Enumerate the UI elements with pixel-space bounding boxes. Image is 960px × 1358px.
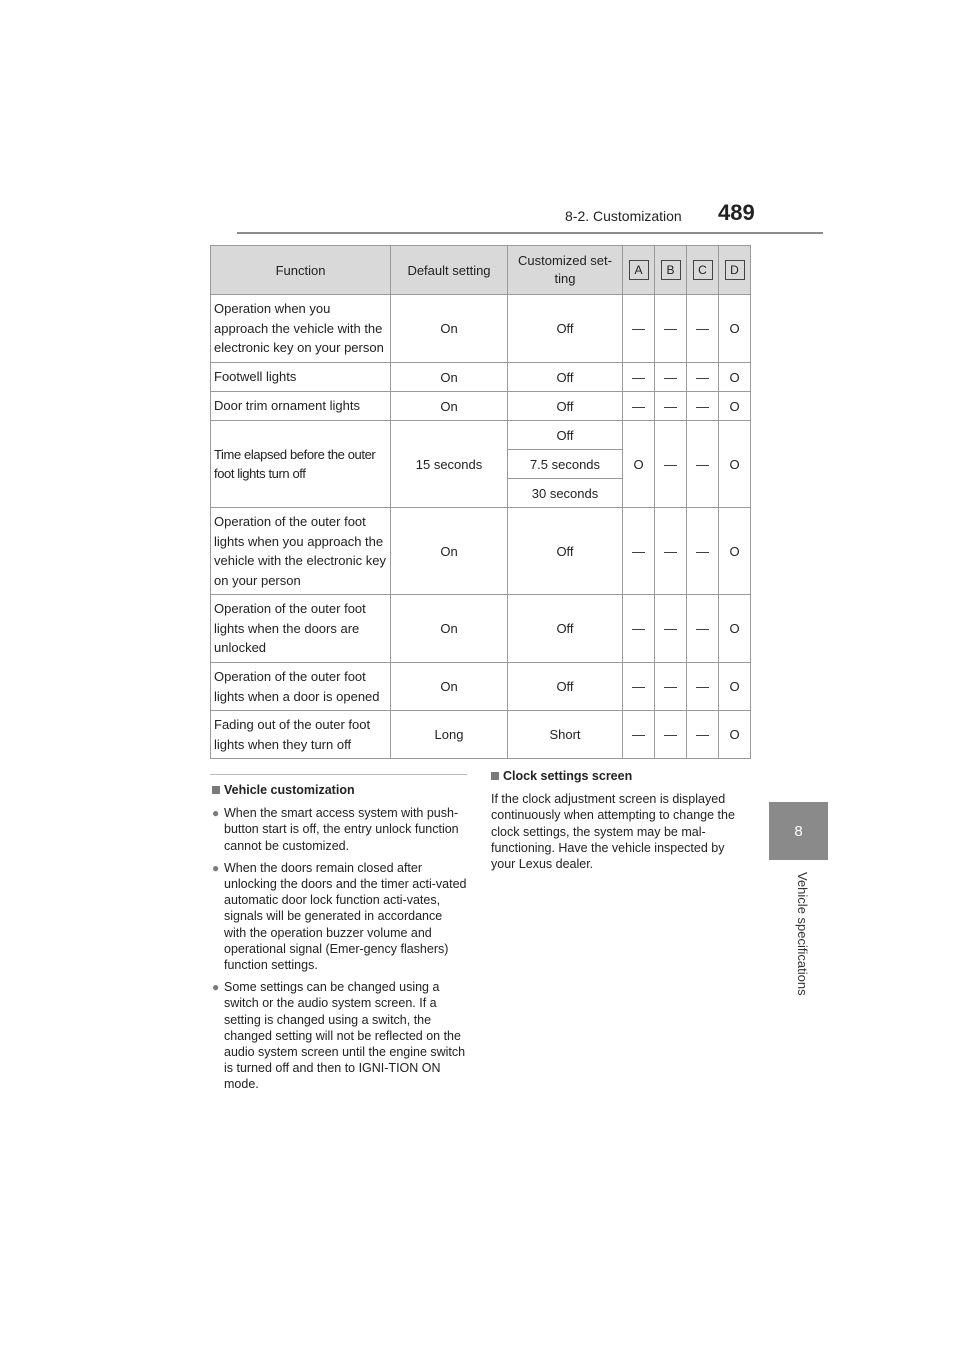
cell-a: — bbox=[623, 663, 655, 711]
note-bullet bbox=[212, 805, 467, 854]
cell-a: — bbox=[623, 392, 655, 421]
cell-c: — bbox=[687, 595, 719, 663]
header-function: Function bbox=[211, 246, 391, 295]
cell-custom: Off bbox=[508, 295, 623, 363]
cell-custom-option: Off bbox=[508, 421, 623, 450]
section-title: 8-2. Customization bbox=[565, 208, 682, 224]
cell-d: O bbox=[719, 663, 751, 711]
chapter-number: 8 bbox=[794, 822, 803, 840]
cell-custom-option: 30 seconds bbox=[508, 479, 623, 508]
table-row bbox=[211, 711, 751, 759]
square-bullet-icon bbox=[212, 786, 220, 794]
square-bullet-icon bbox=[491, 772, 499, 780]
header-a bbox=[623, 246, 655, 295]
cell-function: Operation when you approach the vehicle with the electronic key on your person bbox=[211, 295, 391, 363]
label-c-box: C bbox=[693, 260, 713, 280]
label-a-box: A bbox=[629, 260, 649, 280]
note-text: When the smart access system with push-button start is off, the entry unlock function cannot be customized. bbox=[224, 806, 459, 853]
label-b-box: B bbox=[661, 260, 681, 280]
label-d-box: D bbox=[725, 260, 745, 280]
header-d bbox=[719, 246, 751, 295]
cell-default: On bbox=[391, 663, 508, 711]
cell-default: On bbox=[391, 363, 508, 392]
cell-function: Footwell lights bbox=[211, 363, 391, 392]
cell-function: Fading out of the outer foot lights when they turn off bbox=[211, 711, 391, 759]
table-header-row bbox=[211, 246, 751, 295]
cell-default: On bbox=[391, 595, 508, 663]
cell-a: — bbox=[623, 711, 655, 759]
cell-function: Operation of the outer foot lights when the doors are unlocked bbox=[211, 595, 391, 663]
note-bullet bbox=[212, 979, 467, 1092]
cell-b: — bbox=[655, 711, 687, 759]
cell-c: — bbox=[687, 363, 719, 392]
customization-table bbox=[210, 245, 751, 759]
header-customized-setting: Customized set- ting bbox=[508, 246, 623, 295]
cell-default: On bbox=[391, 392, 508, 421]
cell-custom: Short bbox=[508, 711, 623, 759]
cell-custom-option: 7.5 seconds bbox=[508, 450, 623, 479]
header-c bbox=[687, 246, 719, 295]
cell-d: O bbox=[719, 711, 751, 759]
cell-a: — bbox=[623, 363, 655, 392]
cell-function: Operation of the outer foot lights when a door is opened bbox=[211, 663, 391, 711]
cell-b: — bbox=[655, 595, 687, 663]
cell-function: Door trim ornament lights bbox=[211, 392, 391, 421]
cell-d: O bbox=[719, 392, 751, 421]
cell-custom: Off bbox=[508, 363, 623, 392]
clock-settings-text: If the clock adjustment screen is displayed continuously when attempting to change the clock settings, the system may be mal-functioning. Have the vehicle inspected by your Lexus dealer. bbox=[491, 792, 735, 872]
circle-bullet-icon: ● bbox=[212, 980, 220, 995]
table-row bbox=[211, 508, 751, 595]
cell-custom: Off bbox=[508, 508, 623, 595]
cell-default: On bbox=[391, 508, 508, 595]
note-bullet bbox=[212, 860, 467, 973]
cell-b: — bbox=[655, 508, 687, 595]
vehicle-customization-title: Vehicle customization bbox=[224, 783, 355, 797]
vehicle-customization-notes bbox=[212, 782, 467, 1099]
cell-c: — bbox=[687, 295, 719, 363]
cell-b: — bbox=[655, 392, 687, 421]
cell-d: O bbox=[719, 508, 751, 595]
cell-custom: Off bbox=[508, 663, 623, 711]
table-row bbox=[211, 295, 751, 363]
cell-a: O bbox=[623, 421, 655, 508]
table-row bbox=[211, 392, 751, 421]
circle-bullet-icon: ● bbox=[212, 806, 220, 821]
cell-default: On bbox=[391, 295, 508, 363]
cell-b: — bbox=[655, 663, 687, 711]
cell-c: — bbox=[687, 392, 719, 421]
cell-d: O bbox=[719, 295, 751, 363]
header-b bbox=[655, 246, 687, 295]
cell-d: O bbox=[719, 595, 751, 663]
cell-c: — bbox=[687, 711, 719, 759]
cell-function: Time elapsed before the outer foot lights turn off bbox=[211, 421, 391, 508]
cell-default: Long bbox=[391, 711, 508, 759]
clock-settings-notes bbox=[491, 768, 749, 872]
cell-function: Operation of the outer foot lights when you approach the vehicle with the electronic key on your person bbox=[211, 508, 391, 595]
cell-custom: Off bbox=[508, 392, 623, 421]
header-divider bbox=[237, 232, 823, 234]
note-text: When the doors remain closed after unlocking the doors and the timer acti-vated automatic door lock function acti-vates, signals will be generated in accordance with the operation buzzer volume and operational signal (Emer-gency flashers) function settings. bbox=[224, 860, 467, 973]
cell-custom: Off bbox=[508, 595, 623, 663]
circle-bullet-icon: ● bbox=[212, 860, 220, 875]
cell-default: 15 seconds bbox=[391, 421, 508, 508]
cell-d: O bbox=[719, 421, 751, 508]
note-text: Some settings can be changed using a switch or the audio system screen. If a setting is changed using a switch, the changed setting will not be reflected on the audio system screen until the engine switch is turned off and then to IGNI-TION ON mode. bbox=[224, 980, 466, 1092]
cell-c: — bbox=[687, 663, 719, 711]
cell-a: — bbox=[623, 595, 655, 663]
clock-settings-heading bbox=[491, 768, 749, 784]
table-row bbox=[211, 421, 751, 450]
table-row bbox=[211, 595, 751, 663]
cell-c: — bbox=[687, 421, 719, 508]
cell-a: — bbox=[623, 295, 655, 363]
chapter-label: Vehicle specifications bbox=[795, 872, 810, 996]
cell-a: — bbox=[623, 508, 655, 595]
clock-settings-title: Clock settings screen bbox=[503, 769, 633, 783]
header-default-setting: Default setting bbox=[391, 246, 508, 295]
chapter-tab[interactable] bbox=[769, 802, 828, 860]
notes-divider bbox=[210, 774, 467, 775]
cell-d: O bbox=[719, 363, 751, 392]
table-row bbox=[211, 663, 751, 711]
cell-b: — bbox=[655, 295, 687, 363]
cell-b: — bbox=[655, 363, 687, 392]
cell-b: — bbox=[655, 421, 687, 508]
page-number: 489 bbox=[718, 200, 755, 225]
cell-c: — bbox=[687, 508, 719, 595]
vehicle-customization-heading bbox=[212, 782, 467, 798]
table-row bbox=[211, 363, 751, 392]
